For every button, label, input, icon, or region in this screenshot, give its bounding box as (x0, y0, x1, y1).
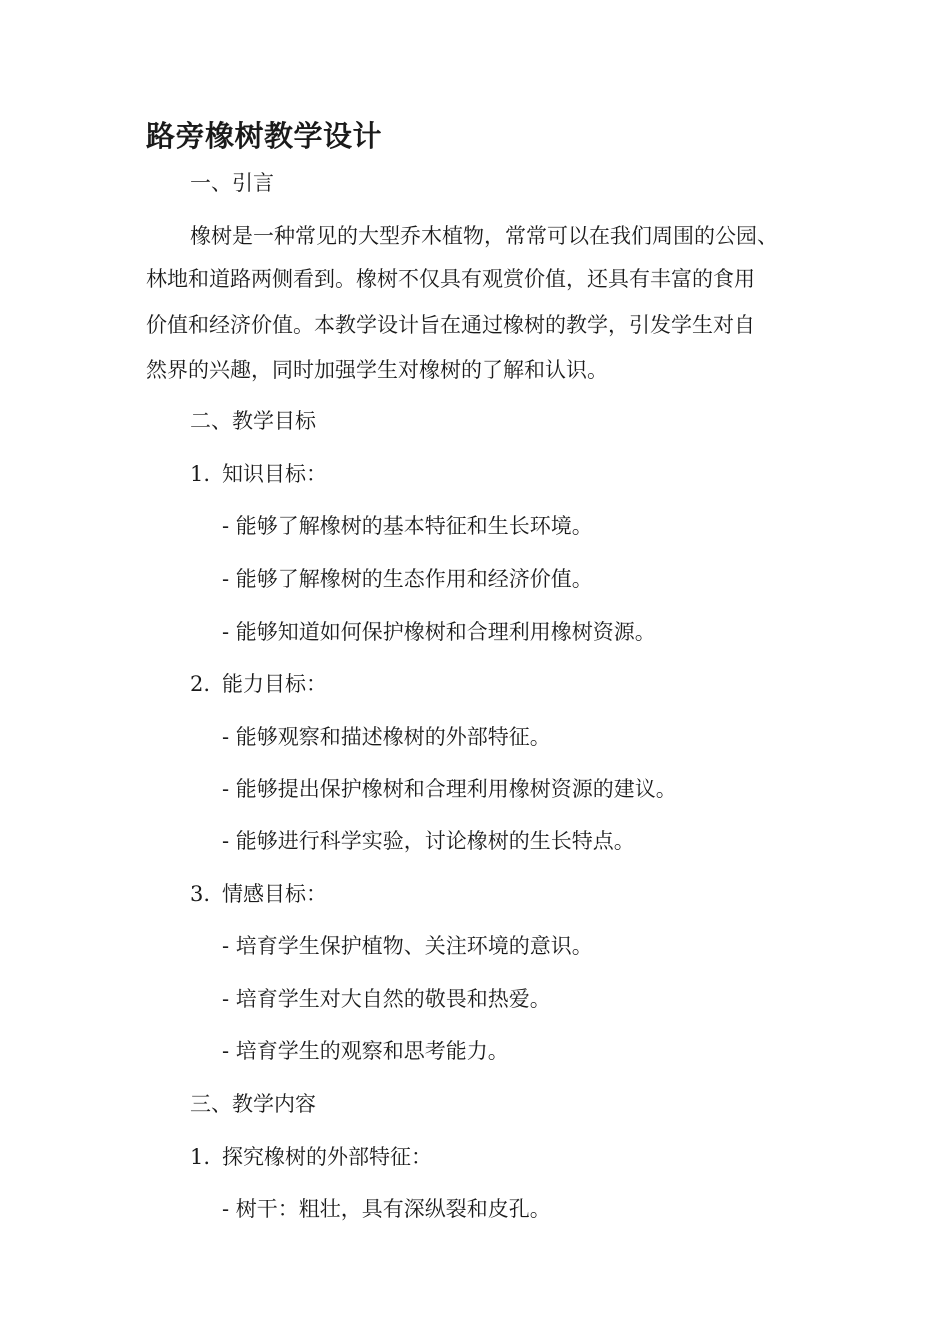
list-item: - 能够了解橡树的生态作用和经济价值。 (222, 567, 593, 591)
goal-item-knowledge (190, 459, 327, 489)
intro-paragraph-line: 橡树是一种常见的大型乔木植物，常常可以在我们周围的公园、 (190, 224, 778, 248)
section-heading-goals: 二、教学目标 (190, 409, 316, 433)
list-item: - 能够提出保护橡树和合理利用橡树资源的建议。 (222, 777, 677, 801)
goal-item-emotion (190, 879, 327, 909)
list-number: 2. (190, 672, 211, 696)
list-item: - 培育学生保护植物、关注环境的意识。 (222, 934, 593, 958)
list-item: - 能够知道如何保护橡树和合理利用橡树资源。 (222, 620, 656, 644)
list-item: - 树干：粗壮，具有深纵裂和皮孔。 (222, 1197, 551, 1221)
goal-label: 能力目标： (222, 672, 327, 696)
list-item: - 能够了解橡树的基本特征和生长环境。 (222, 514, 593, 538)
goal-label: 知识目标： (222, 462, 327, 486)
list-item: - 培育学生对大自然的敬畏和热爱。 (222, 987, 551, 1011)
list-number: 1. (190, 1145, 211, 1169)
list-item: - 培育学生的观察和思考能力。 (222, 1039, 509, 1063)
goal-label: 情感目标： (222, 882, 327, 906)
intro-paragraph-line: 然界的兴趣，同时加强学生对橡树的了解和认识。 (146, 358, 608, 382)
list-number: 3. (190, 882, 211, 906)
list-item: - 能够观察和描述橡树的外部特征。 (222, 725, 551, 749)
content-item-features (190, 1142, 432, 1172)
section-heading-intro: 一、引言 (190, 171, 274, 195)
intro-paragraph-line: 林地和道路两侧看到。橡树不仅具有观赏价值，还具有丰富的食用 (146, 267, 755, 291)
list-item: - 能够进行科学实验，讨论橡树的生长特点。 (222, 829, 635, 853)
intro-paragraph-line: 价值和经济价值。本教学设计旨在通过橡树的教学，引发学生对自 (146, 313, 755, 337)
content-label: 探究橡树的外部特征： (222, 1145, 432, 1169)
section-heading-content: 三、教学内容 (190, 1092, 316, 1116)
goal-item-ability (190, 669, 327, 699)
document-title: 路旁橡树教学设计 (146, 119, 383, 153)
list-number: 1. (190, 462, 211, 486)
